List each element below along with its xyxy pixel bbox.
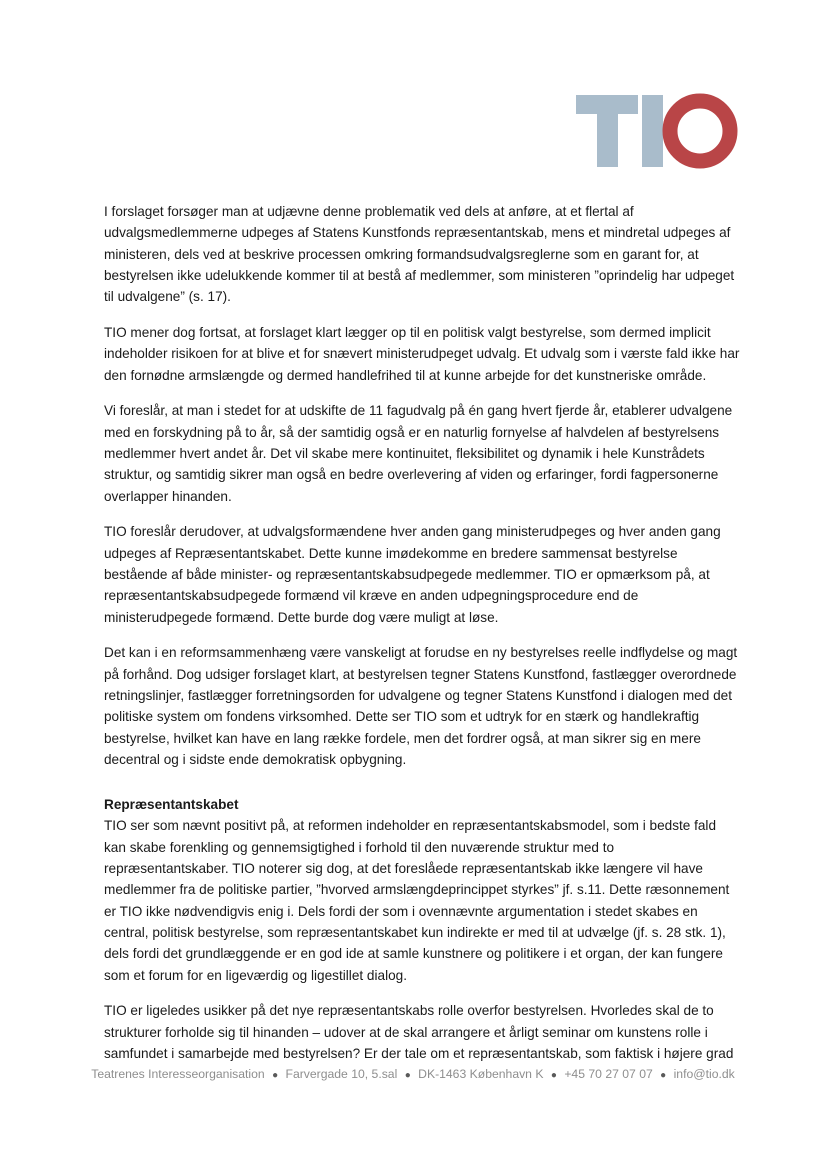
bullet-separator-icon: ● bbox=[404, 1070, 411, 1081]
section-heading: Repræsentantskabet bbox=[104, 797, 239, 813]
paragraph: Vi foreslår, at man i stedet for at udskifte de 11 fagudvalg på én gang hvert fjerde år, etablerer udvalgene med en forskydning på to år, så der samtidig også er en naturlig fornyelse af halvdelen af bestyrelsens medlemmer hvert andet år. Det vil skabe mere kontinuitet, fleksibilitet og dynamik i hele Kunstrådets struktur, og samtidig sikrer man også en bedre overlevering af viden og erfaringer, fordi fagpersonerne overlapper hinanden. bbox=[104, 403, 733, 504]
footer-organisation: Teatrenes Interesseorganisation bbox=[91, 1067, 265, 1081]
page-footer bbox=[0, 1067, 826, 1081]
footer-postal: DK-1463 København K bbox=[418, 1067, 544, 1081]
paragraph: TIO er ligeledes usikker på det nye repræsentantskabs rolle overfor bestyrelsen. Hvorledes skal de to strukturer forholde sig til hinanden – udover at de skal arrangere et årligt seminar om kunstens rolle i samfundet i samarbejde med bestyrelsen? Er der tale om et repræsentantskab, som faktisk i højere grad bbox=[104, 1003, 734, 1061]
paragraph: TIO mener dog fortsat, at forslaget klart lægger op til en politisk valgt bestyrelse, som dermed implicit indeholder risikoen for at blive et for snævert ministerudpeget udvalg. Et udvalg som i værste fald ikke har den fornødne armslængde og dermed handlefrihed til at kunne arbejde for det kunstneriske område. bbox=[104, 324, 740, 383]
tio-logo bbox=[576, 93, 738, 169]
bullet-separator-icon: ● bbox=[272, 1070, 279, 1081]
paragraph: Det kan i en reformsammenhæng være vanskeligt at forudse en ny bestyrelses reelle indflydelse og magt på forhånd. Dog udsiger forslaget klart, at bestyrelsen tegner Statens Kunstfond, fastlægger overordnede retningslinjer, fastlægger forretningsorden for udvalgene og tegner Statens Kunstfond i dialogen med det politiske system om fondens virksomhed. Dette ser TIO som et udtryk for en stærk og handlekraftig bestyrelse, hvilket kan have en lang række fordele, men det fordrer også, at man sikrer sig en mere decentral og i sidste ende demokratisk opbygning. bbox=[104, 645, 738, 767]
bullet-separator-icon: ● bbox=[660, 1070, 667, 1081]
bullet-separator-icon: ● bbox=[550, 1070, 557, 1081]
paragraph: TIO ser som nævnt positivt på, at reformen indeholder en repræsentantskabsmodel, som i bedste fald kan skabe forenkling og gennemsigtighed i forhold til den nuværende struktur med to repræsentantskaber. TIO noterer sig dog, at det foreslåede repræsentantskab ikke længere vil have medlemmer fra de politiske partier, ”hvorved armslængdeprincippet styrkes” jf. s.11. Dette ræsonnement er TIO ikke nødvendigvis enig i. Dels fordi der som i ovennævnte argumentation i stedet skabes en central, politisk bestyrelse, som repræsentantskabet kun indirekte er med til at udvælge (jf. s. 28 stk. 1), dels fordi det grundlæggende er en god ide at samle kunstnere og politikere i et organ, der kan fungere som et forum for en ligeværdig og ligestillet dialog. bbox=[104, 818, 730, 983]
footer-email[interactable]: info@tio.dk bbox=[673, 1067, 735, 1081]
paragraph: I forslaget forsøger man at udjævne denne problematik ved dels at anføre, at et flertal af udvalgsmedlemmerne udpeges af Statens Kunstfonds repræsentantskab, mens et mindretal udpeges af ministeren, dels ved at beskrive processen omkring formandsudvalgsreglerne som en garant for, at bestyrelsen ikke udelukkende kommer til at bestå af medlemmer, som ministeren ”oprindelig har udpeget til udvalgene” (s. 17). bbox=[104, 204, 735, 305]
paragraph: TIO foreslår derudover, at udvalgsformændene hver anden gang ministerudpeges og hver anden gang udpeges af Repræsentantskabet. Dette kunne imødekomme en bredere sammensat bestyrelse bestående af både minister- og repræsentantskabsudpegede medlemmer. TIO er opmærksom på, at repræsentantskabsudpegede formænd vil kræve en anden udpegningsprocedure end de ministerudpegede formænd. Dette burde dog være muligt at løse. bbox=[104, 524, 721, 625]
letter-body bbox=[104, 201, 740, 1079]
footer-address: Farvergade 10, 5.sal bbox=[285, 1067, 398, 1081]
footer-phone: +45 70 27 07 07 bbox=[564, 1067, 653, 1081]
